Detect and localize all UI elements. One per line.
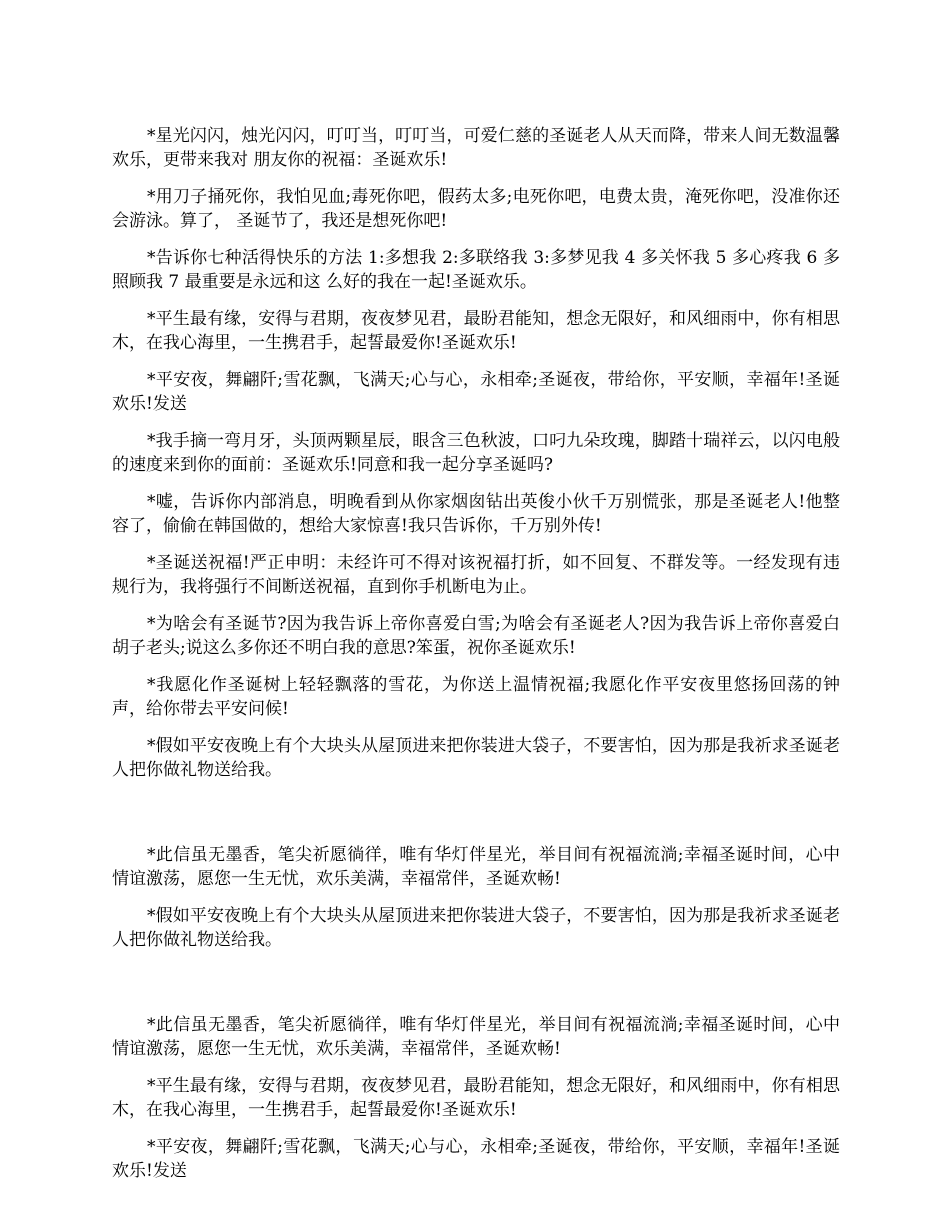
- paragraph: *用刀子捅死你，我怕见血;毒死你吧，假药太多;电死你吧，电费太贵，淹死你吧，没准你还会游泳。算了， 圣诞节了，我还是想死你吧!: [112, 187, 840, 231]
- paragraph: *平安夜，舞翩阡;雪花飘，飞满天;心与心，永相牵;圣诞夜，带给你，平安顺，幸福年!圣诞欢乐!发送: [112, 370, 840, 414]
- paragraph: *告诉你七种活得快乐的方法 1:多想我 2:多联络我 3:多梦见我 4 多关怀我 5 多心疼我 6 多照顾我 7 最重要是永远和这 么好的我在一起!圣诞欢乐。: [112, 248, 840, 292]
- paragraph: *平生最有缘，安得与君期，夜夜梦见君，最盼君能知，想念无限好，和风细雨中，你有相思木，在我心海里，一生携君手，起誓最爱你!圣诞欢乐!: [112, 1076, 840, 1120]
- paragraph: *此信虽无墨香，笔尖祈愿徜徉，唯有华灯伴星光，举目间有祝福流淌;幸福圣诞时间，心中情谊激荡，愿您一生无忧，欢乐美满，幸福常伴，圣诞欢畅!: [112, 1015, 840, 1059]
- paragraph: *假如平安夜晚上有个大块头从屋顶进来把你装进大袋子，不要害怕，因为那是我祈求圣诞老人把你做礼物送给我。: [112, 906, 840, 950]
- paragraph: *平生最有缘，安得与君期，夜夜梦见君，最盼君能知，想念无限好，和风细雨中，你有相思木，在我心海里，一生携君手，起誓最爱你!圣诞欢乐!: [112, 309, 840, 353]
- paragraph: *我手摘一弯月牙，头顶两颗星辰，眼含三色秋波，口叼九朵玫瑰，脚踏十瑞祥云，以闪电般的速度来到你的面前：圣诞欢乐!同意和我一起分享圣诞吗?: [112, 431, 840, 475]
- paragraph: *圣诞送祝福!严正申明：未经许可不得对该祝福打折，如不回复、不群发等。一经发现有违规行为，我将强行不间断送祝福，直到你手机断电为止。: [112, 553, 840, 597]
- paragraph: *此信虽无墨香，笔尖祈愿徜徉，唯有华灯伴星光，举目间有祝福流淌;幸福圣诞时间，心中情谊激荡，愿您一生无忧，欢乐美满，幸福常伴，圣诞欢畅!: [112, 845, 840, 889]
- paragraph: *平安夜，舞翩阡;雪花飘，飞满天;心与心，永相牵;圣诞夜，带给你，平安顺，幸福年!圣诞欢乐!发送: [112, 1137, 840, 1181]
- paragraph: *嘘，告诉你内部消息，明晚看到从你家烟囱钻出英俊小伙千万别慌张，那是圣诞老人!他整容了，偷偷在韩国做的，想给大家惊喜!我只告诉你，千万别外传!: [112, 492, 840, 536]
- paragraph: *我愿化作圣诞树上轻轻飘落的雪花，为你送上温情祝福;我愿化作平安夜里悠扬回荡的钟声，给你带去平安问候!: [112, 675, 840, 719]
- paragraph: *假如平安夜晚上有个大块头从屋顶进来把你装进大袋子，不要害怕，因为那是我祈求圣诞老人把你做礼物送给我。: [112, 736, 840, 780]
- document-body: [112, 124, 840, 1196]
- paragraph: *星光闪闪，烛光闪闪，叮叮当，叮叮当，可爱仁慈的圣诞老人从天而降，带来人间无数温馨欢乐，更带来我对 朋友你的祝福：圣诞欢乐!: [112, 126, 840, 170]
- paragraph: *为啥会有圣诞节?因为我告诉上帝你喜爱白雪;为啥会有圣诞老人?因为我告诉上帝你喜爱白胡子老头;说这么多你还不明白我的意思?笨蛋，祝你圣诞欢乐!: [112, 614, 840, 658]
